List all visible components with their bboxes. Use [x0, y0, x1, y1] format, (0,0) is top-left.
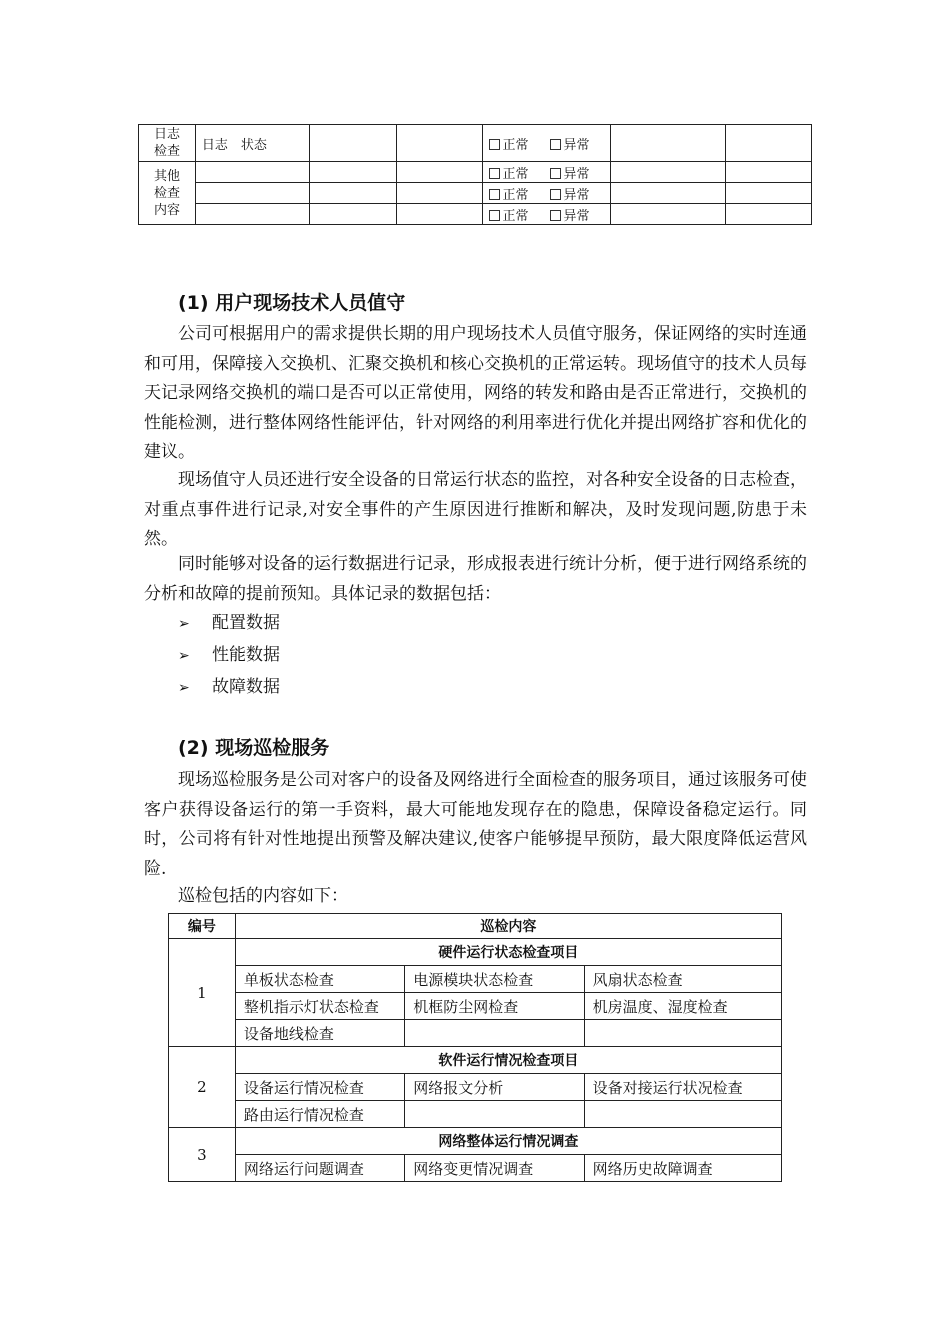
table-cell: 整机指示灯状态检查: [235, 993, 404, 1020]
log-status-item: 日志 状态: [195, 125, 309, 162]
abnormal-option[interactable]: 异常: [550, 163, 589, 182]
list-item: ➢ 性能数据: [178, 642, 280, 669]
table-row: [139, 162, 812, 183]
checkbox-icon[interactable]: [550, 139, 561, 150]
log-check-table: [138, 124, 812, 225]
status-options: [483, 125, 611, 162]
status-options: [483, 162, 611, 183]
section1-paragraph-2: 现场值守人员还进行安全设备的日常运行状态的监控，对各种安全设备的日志检查，对重点事件进行记录,对安全事件的产生原因进行推断和解决，及时发现问题,防患于未然。: [144, 470, 807, 550]
checkbox-icon[interactable]: [550, 189, 561, 200]
normal-option[interactable]: 正常: [489, 163, 528, 182]
checkbox-icon[interactable]: [489, 168, 500, 179]
group-title: 网络整体运行情况调查: [235, 1128, 781, 1155]
log-check-label-2: 检查: [153, 144, 180, 159]
table-row: [169, 1047, 782, 1074]
table-row: [169, 993, 782, 1020]
section2-paragraph-2: 巡检包括的内容如下：: [178, 886, 348, 906]
log-check-label: [139, 125, 196, 162]
table-cell: [584, 1020, 781, 1047]
col-header-number: 编号: [169, 914, 236, 939]
table-cell: 设备对接运行状况检查: [584, 1074, 781, 1101]
table-cell: 设备地线检查: [235, 1020, 404, 1047]
checkbox-icon[interactable]: [489, 189, 500, 200]
other-check-label: 其他 检查 内容: [139, 162, 196, 225]
section2-heading: (2) 现场巡检服务: [178, 737, 330, 759]
section1-paragraph-3: 同时能够对设备的运行数据进行记录，形成报表进行统计分析，便于进行网络系统的分析和故障的提前预知。具体记录的数据包括：: [144, 554, 807, 604]
table-cell: 机框防尘网检查: [405, 993, 584, 1020]
table-row: [169, 1020, 782, 1047]
checkbox-icon[interactable]: [550, 210, 561, 221]
checkbox-icon[interactable]: [489, 139, 500, 150]
group-title: 软件运行情况检查项目: [235, 1047, 781, 1074]
status-options: [483, 183, 611, 204]
normal-option[interactable]: 正常: [489, 205, 528, 224]
log-check-label-1: 日志: [153, 127, 180, 142]
table-header-row: [169, 914, 782, 939]
table-row: [169, 1101, 782, 1128]
table-cell: 网络变更情况调查: [405, 1155, 584, 1182]
arrow-bullet-icon: ➢: [178, 680, 190, 696]
table-row: [139, 125, 812, 162]
col-header-content: 巡检内容: [235, 914, 781, 939]
table-row: [139, 204, 812, 225]
table-cell: 网络运行问题调查: [235, 1155, 404, 1182]
status-options: [483, 204, 611, 225]
checkbox-icon[interactable]: [489, 210, 500, 221]
arrow-bullet-icon: ➢: [178, 648, 190, 664]
normal-option[interactable]: 正常: [489, 184, 528, 203]
abnormal-option[interactable]: 异常: [550, 205, 589, 224]
section1-heading: (1) 用户现场技术人员值守: [178, 292, 406, 314]
inspection-table: [168, 913, 782, 1182]
table-cell: 单板状态检查: [235, 966, 404, 993]
table-row: [169, 1128, 782, 1155]
table-cell: [584, 1101, 781, 1128]
table-cell: 电源模块状态检查: [405, 966, 584, 993]
group-number: 1: [169, 939, 236, 1047]
table-row: [139, 183, 812, 204]
checkbox-icon[interactable]: [550, 168, 561, 179]
section1-paragraph-1: 公司可根据用户的需求提供长期的用户现场技术人员值守服务，保证网络的实时连通和可用，保障接入交换机、汇聚交换机和核心交换机的正常运转。现场值守的技术人员每天记录网络交换机的端口是否可以正常使用，网络的转发和路由是否正常进行，交换机的性能检测，进行整体网络性能评估，针对网络的利用率进行优化并提出网络扩容和优化的建议。: [144, 324, 807, 463]
table-cell: 网络报文分析: [405, 1074, 584, 1101]
table-cell: 路由运行情况检查: [235, 1101, 404, 1128]
list-item: ➢ 配置数据: [178, 610, 280, 637]
list-item: ➢ 故障数据: [178, 674, 280, 701]
table-cell: 设备运行情况检查: [235, 1074, 404, 1101]
table-row: [169, 1074, 782, 1101]
section2-paragraph-1: 现场巡检服务是公司对客户的设备及网络进行全面检查的服务项目，通过该服务可使客户获得设备运行的第一手资料，最大可能地发现存在的隐患，保障设备稳定运行。同时，公司将有针对性地提出预警及解决建议,使客户能够提早预防，最大限度降低运营风险.: [144, 770, 807, 879]
table-cell: 网络历史故障调查: [584, 1155, 781, 1182]
normal-option[interactable]: 正常: [489, 134, 528, 153]
table-cell: [405, 1101, 584, 1128]
table-cell: 风扇状态检查: [584, 966, 781, 993]
table-row: [169, 1155, 782, 1182]
group-number: 2: [169, 1047, 236, 1128]
table-cell: [405, 1020, 584, 1047]
abnormal-option[interactable]: 异常: [550, 184, 589, 203]
group-number: 3: [169, 1128, 236, 1182]
table-cell: 机房温度、湿度检查: [584, 993, 781, 1020]
arrow-bullet-icon: ➢: [178, 616, 190, 632]
abnormal-option[interactable]: 异常: [550, 134, 589, 153]
table-row: [169, 966, 782, 993]
group-title: 硬件运行状态检查项目: [235, 939, 781, 966]
table-row: [169, 939, 782, 966]
